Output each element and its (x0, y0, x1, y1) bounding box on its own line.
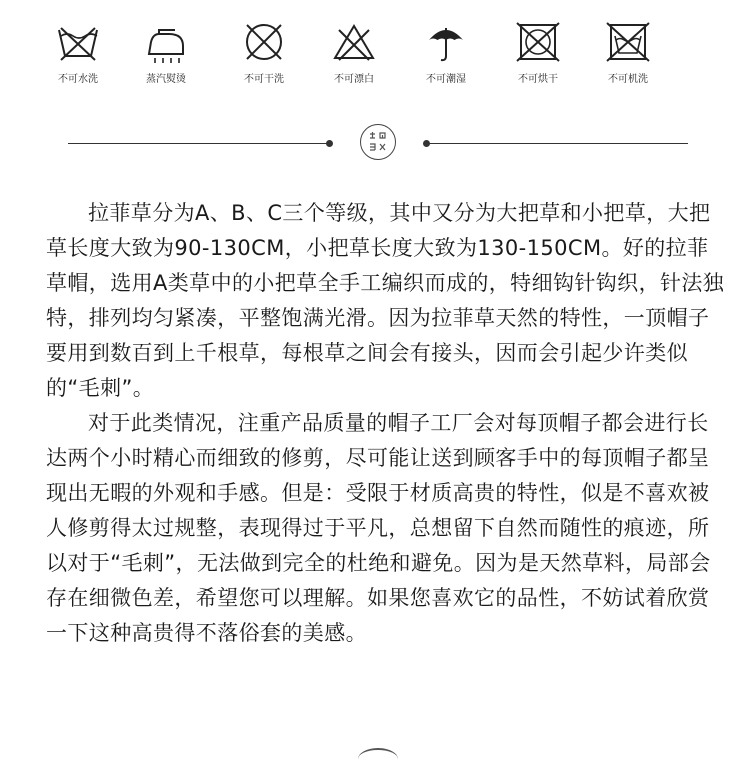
seal-stamp-icon (360, 124, 396, 160)
care-label: 不可干洗 (244, 74, 284, 85)
bottom-ornament (358, 748, 398, 770)
care-item-no-wash (36, 20, 120, 85)
paragraph-2: 对于此类情况，注重产品质量的帽子工厂会对每顶帽子都会进行长达两个小时精心而细致的修剪，尽可能让送到顾客手中的每顶帽子都呈现出无暇的外观和手感。但是：受限于材质高贵的特性，似是不喜欢被人修剪得太过规整，表现得过于平凡，总想留下自然而随性的痕迹，所以对于“毛刺”，无法做到完全的杜绝和避免。因为是天然草料，局部会存在细微色差，希望您可以理解。如果您喜欢它的品性，不妨试着欣赏一下这种高贵得不落俗套的美感。 (46, 411, 711, 645)
divider-dot-left (326, 140, 333, 147)
care-instructions-row (44, 20, 724, 100)
care-label: 蒸汽熨烫 (146, 74, 186, 85)
no-damp-icon (421, 20, 471, 64)
care-label: 不可机洗 (608, 74, 648, 85)
care-item-no-machine-wash (586, 20, 670, 85)
no-bleach-icon (329, 20, 379, 64)
divider-line-left (68, 143, 330, 144)
care-item-steam-iron (124, 20, 208, 85)
paragraph-1: 拉菲草分为A、B、C三个等级，其中又分为大把草和小把草，大把草长度大致为90-130CM，小把草长度大致为130-150CM。好的拉菲草帽，选用A类草中的小把草全手工编织而成的，特细钩针钩织，针法独特，排列均匀紧凑，平整饱满光滑。因为拉菲草天然的特性，一顶帽子要用到数百到上千根草，每根草之间会有接头，因而会引起少许类似的“毛刺”。 (46, 201, 725, 400)
care-label: 不可水洗 (58, 74, 98, 85)
care-item-no-bleach (312, 20, 396, 85)
care-label: 不可漂白 (334, 74, 374, 85)
description-text (46, 196, 726, 651)
care-item-no-dry-clean (222, 20, 306, 85)
divider-line-right (426, 143, 688, 144)
no-tumble-dry-icon (513, 20, 563, 64)
care-item-no-damp (404, 20, 488, 85)
care-label: 不可潮湿 (426, 74, 466, 85)
no-dry-clean-icon (239, 20, 289, 64)
care-item-no-tumble-dry (496, 20, 580, 85)
no-machine-wash-icon (603, 20, 653, 64)
care-label: 不可烘干 (518, 74, 558, 85)
steam-iron-icon (141, 20, 191, 64)
no-wash-icon (53, 20, 103, 64)
